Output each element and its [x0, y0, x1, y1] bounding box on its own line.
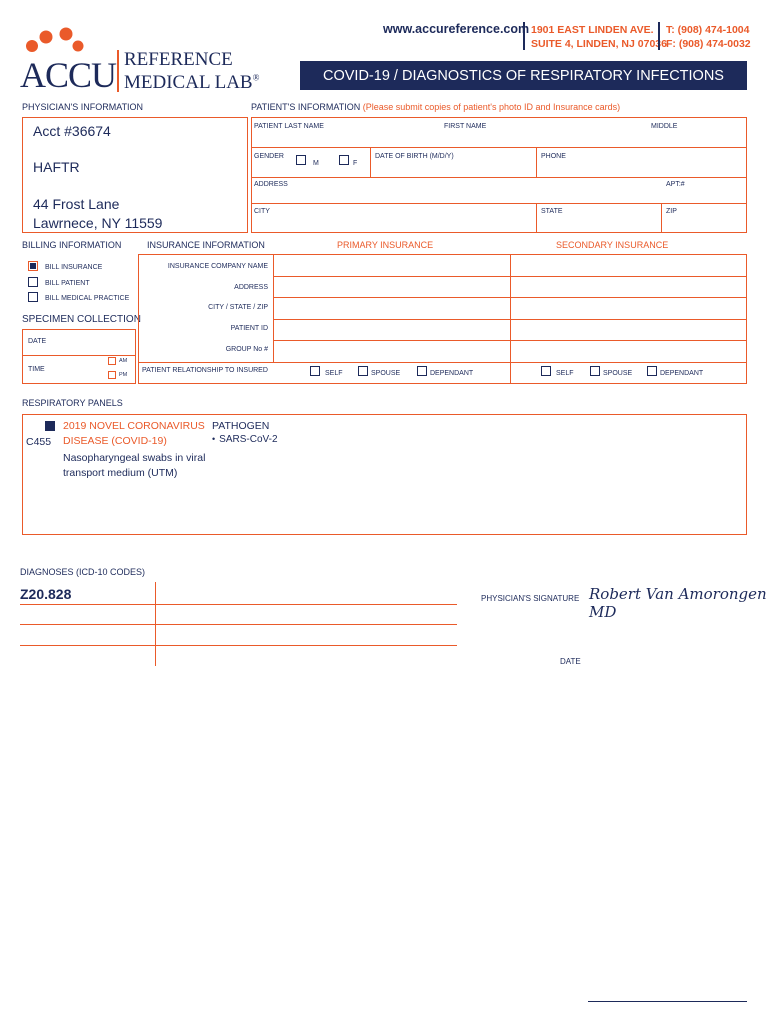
secondary-dependant-label: DEPENDANT [660, 370, 704, 377]
time-am-label: AM [119, 358, 128, 364]
covid-test-name-line2: DISEASE (COVID-19) [63, 435, 167, 447]
phone-number: T: (908) 474-1004 [666, 24, 750, 36]
bill-medical-practice-label: BILL MEDICAL PRACTICE [45, 295, 130, 302]
logo-medical-lab-text: MEDICAL LAB [124, 72, 253, 93]
diagnosis-code-1[interactable]: Z20.828 [20, 586, 72, 602]
insurance-group-number-label: GROUP No # [225, 346, 268, 353]
physician-name: HAFTR [33, 159, 80, 175]
dob-field[interactable]: DATE OF BIRTH (M/D/Y) [375, 153, 454, 160]
primary-self-checkbox[interactable] [310, 366, 320, 376]
registered-mark: ® [252, 72, 260, 83]
form-title-banner: COVID-19 / DIAGNOSTICS OF RESPIRATORY INFECTIONS [300, 61, 747, 90]
pathogen-label: PATHOGEN [212, 420, 270, 432]
patient-section-label: PATIENT'S INFORMATION [251, 102, 361, 112]
logo-reference-text: REFERENCE [124, 49, 233, 70]
physician-account: Acct #36674 [33, 123, 111, 139]
bill-medical-practice-checkbox[interactable] [28, 292, 38, 302]
relationship-label: PATIENT RELATIONSHIP TO INSURED [142, 367, 268, 374]
insurance-city-state-zip-label: CITY / STATE / ZIP [208, 304, 268, 311]
primary-insurance-label: PRIMARY INSURANCE [337, 240, 434, 250]
bill-insurance-checkbox[interactable] [28, 261, 38, 271]
insurance-address-label: ADDRESS [234, 284, 268, 291]
patient-phone-field[interactable]: PHONE [541, 153, 566, 160]
pathogen-value: SARS-CoV-2 [219, 434, 278, 445]
insurance-patient-id-label: PATIENT ID [230, 325, 268, 332]
primary-spouse-label: SPOUSE [371, 370, 401, 377]
secondary-spouse-checkbox[interactable] [590, 366, 600, 376]
secondary-insurance-label: SECONDARY INSURANCE [556, 240, 669, 250]
bill-insurance-label: BILL INSURANCE [45, 264, 103, 271]
physician-section-label: PHYSICIAN'S INFORMATION [22, 102, 144, 112]
primary-dependant-checkbox[interactable] [417, 366, 427, 376]
secondary-dependant-checkbox[interactable] [647, 366, 657, 376]
patient-section-note: (Please submit copies of patient's photo ID and Insurance cards) [362, 102, 621, 112]
gender-female-checkbox[interactable] [339, 155, 349, 165]
patient-first-name-field[interactable]: FIRST NAME [444, 123, 487, 130]
patient-state-field[interactable]: STATE [541, 208, 563, 215]
secondary-spouse-label: SPOUSE [603, 370, 633, 377]
insurance-section-label: INSURANCE INFORMATION [147, 240, 265, 250]
physician-signature[interactable]: Robert Van Amorongen MD [589, 585, 767, 621]
specimen-date-field[interactable]: DATE [28, 338, 47, 345]
patient-last-name-field[interactable]: PATIENT LAST NAME [254, 123, 324, 130]
address-line-1: 1901 EAST LINDEN AVE. [531, 24, 654, 36]
patient-middle-field[interactable]: MIDDLE [651, 123, 678, 130]
gender-label: GENDER [254, 153, 284, 160]
logo-divider [117, 50, 119, 92]
physician-street: 44 Frost Lane [33, 196, 120, 212]
secondary-self-label: SELF [556, 370, 574, 377]
insurance-company-name-label: INSURANCE COMPANY NAME [167, 263, 268, 270]
gender-male-checkbox[interactable] [296, 155, 306, 165]
footer-line [588, 1001, 747, 1002]
bullet-icon: • [212, 434, 216, 444]
specimen-type-line1: Nasopharyngeal swabs in viral [63, 452, 206, 464]
header-divider-1 [523, 22, 525, 50]
patient-apt-field[interactable]: APT:# [666, 181, 685, 188]
patient-info-box [251, 117, 747, 233]
signature-date-label: DATE [560, 657, 581, 666]
billing-section-label: BILLING INFORMATION [22, 240, 122, 250]
time-pm-checkbox[interactable] [108, 371, 116, 379]
patient-address-field[interactable]: ADDRESS [254, 181, 288, 188]
time-am-checkbox[interactable] [108, 357, 116, 365]
specimen-type-line2: transport medium (UTM) [63, 467, 178, 479]
header-divider-2 [658, 22, 660, 50]
physician-city: Lawrnece, NY 11559 [33, 215, 163, 231]
gender-female-label: F [353, 160, 358, 167]
website-link[interactable]: www.accureference.com [383, 22, 530, 36]
covid-test-name-line1: 2019 NOVEL CORONAVIRUS [63, 420, 205, 432]
respiratory-section-label: RESPIRATORY PANELS [22, 398, 123, 408]
diagnoses-section-label: DIAGNOSES (ICD-10 CODES) [20, 567, 146, 577]
specimen-time-field[interactable]: TIME [28, 366, 45, 373]
gender-male-label: M [313, 160, 319, 167]
primary-dependant-label: DEPENDANT [430, 370, 474, 377]
patient-city-field[interactable]: CITY [254, 208, 270, 215]
primary-self-label: SELF [325, 370, 343, 377]
bill-patient-checkbox[interactable] [28, 277, 38, 287]
address-line-2: SUITE 4, LINDEN, NJ 07036 [531, 38, 667, 50]
specimen-section-label: SPECIMEN COLLECTION [22, 314, 141, 325]
primary-spouse-checkbox[interactable] [358, 366, 368, 376]
secondary-self-checkbox[interactable] [541, 366, 551, 376]
signature-label: PHYSICIAN'S SIGNATURE [481, 594, 580, 603]
fax-number: F: (908) 474-0032 [666, 38, 751, 50]
time-pm-label: PM [119, 372, 128, 378]
bill-patient-label: BILL PATIENT [45, 280, 90, 287]
test-code: C455 [26, 436, 52, 448]
logo-accu-text: ACCU [20, 55, 117, 95]
covid-test-checkbox[interactable] [45, 421, 55, 431]
patient-zip-field[interactable]: ZIP [666, 208, 677, 215]
